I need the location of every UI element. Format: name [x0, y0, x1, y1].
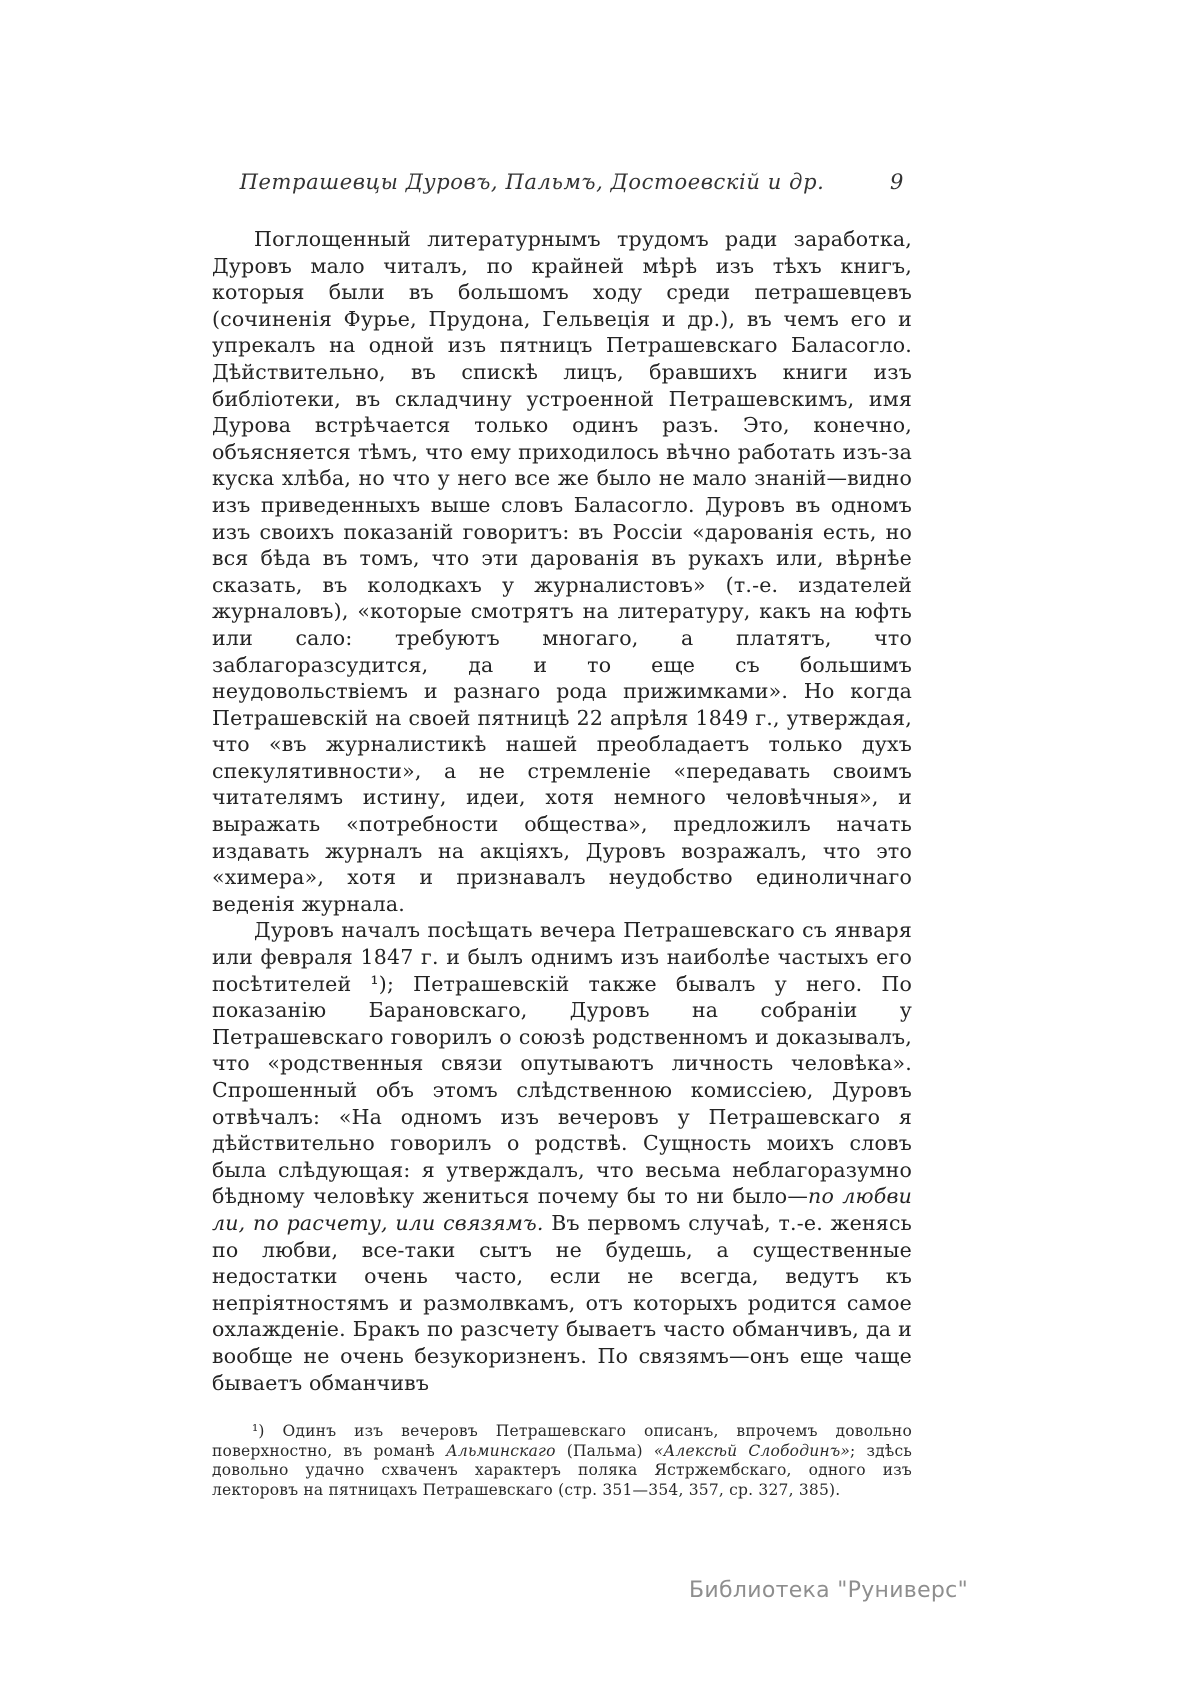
footnote-text: ¹) Одинъ изъ вечеровъ Петрашевскаго описанъ, впрочемъ довольно поверхностно, въ романѣ	[212, 1422, 912, 1460]
paragraph-2-text-continued: Въ первомъ случаѣ, т.-е. женясь по любви, все-таки сытъ не будешь, а существенные недостатки очень часто, если не всегда, ведутъ къ непріятностямъ и размолвкамъ, отъ которыхъ родится самое охлажденіе. Бракъ по разсчету бываетъ часто обманчивъ, да и вообще не очень безукоризненъ. По связямъ—онъ еще чаще бываетъ обманчивъ	[212, 1210, 912, 1395]
library-watermark: Библиотека "Руниверс"	[689, 1578, 968, 1603]
footnote-text-3: ; здѣсь довольно удачно схваченъ характеръ поляка Ястржембскаго, одного изъ лекторовъ на пятницахъ Петрашевскаго (стр. 351—354, 357, ср. 327, 385).	[212, 1441, 912, 1499]
chapter-title: Петрашевцы Дуровъ, Пальмъ, Достоевскій и др.	[239, 170, 825, 194]
paragraph-2-text: Дуровъ началъ посѣщать вечера Петрашевскаго съ января или февраля 1847 г. и былъ однимъ изъ наиболѣе частыхъ его посѣтителей ¹); Петрашевскій также бывалъ у него. По показанію Барановскаго, Дуровъ на собраніи у Петрашевскаго говорилъ о союзѣ родственномъ и доказывалъ, что «родственныя связи опутываютъ личность человѣка». Спрошенный объ этомъ слѣдственною комиссіею, Дуровъ отвѣчалъ: «На одномъ изъ вечеровъ у Петрашевскаго я дѣйствительно говорилъ о родствѣ. Сущность моихъ словъ была слѣдующая: я утверждалъ, что весьма неблагоразумно бѣдному человѣку жениться почему бы то ни было—	[212, 918, 912, 1209]
footnote-author-italic: Альминскаго	[445, 1441, 556, 1460]
paragraph-1: Поглощенный литературнымъ трудомъ ради заработка, Дуровъ мало читалъ, по крайней мѣрѣ изъ тѣхъ книгъ, которыя были въ большомъ ходу среди петрашевцевъ (сочиненія Фурье, Прудона, Гельвеція и др.), въ чемъ его и упрекалъ на одной изъ пятницъ Петрашевскаго Баласогло. Дѣйствительно, въ спискѣ лицъ, бравшихъ книги изъ библіотеки, въ складчину устроенной Петрашевскимъ, имя Дурова встрѣчается только одинъ разъ. Это, конечно, объясняется тѣмъ, что ему приходилось вѣчно работать изъ-за куска хлѣба, но что у него все же было не мало знаній—видно изъ приведенныхъ выше словъ Баласогло. Дуровъ въ одномъ изъ своихъ показаній говоритъ: въ Россіи «дарованія есть, но вся бѣда въ томъ, что эти дарованія въ рукахъ или, вѣрнѣе сказать, въ колодкахъ у журналистовъ» (т.-е. издателей журналовъ), «которые смотрятъ на литературу, какъ на юфть или сало: требуютъ многаго, а платятъ, что заблагоразсудится, да и то еще съ большимъ неудовольствіемъ и разнаго рода прижимками». Но когда Петрашевскій на своей пятницѣ 22 апрѣля 1849 г., утверждая, что «въ журналистикѣ нашей преобладаетъ только духъ спекулятивности», а не стремленіе «передавать своимъ читателямъ истину, идеи, хотя немного человѣчныя», и выражать «потребности общества», предложилъ начать издавать журналъ на акціяхъ, Дуровъ возражалъ, что это «химера», хотя и признавалъ неудобство единоличнаго веденія журнала.	[212, 227, 912, 916]
footnote	[212, 1422, 912, 1500]
footnote-text-2: (Пальма)	[555, 1441, 654, 1460]
running-header	[212, 170, 912, 200]
paragraph-2	[212, 917, 912, 1396]
body-text	[212, 226, 912, 1396]
page-content	[212, 170, 912, 1500]
footnote-novel-title-italic: «Алексѣй Слободинъ»	[653, 1441, 851, 1460]
paragraph-2-italic-phrase: по любви ли, по расчету, или связямъ.	[212, 1184, 912, 1235]
page-number: 9	[890, 170, 904, 194]
